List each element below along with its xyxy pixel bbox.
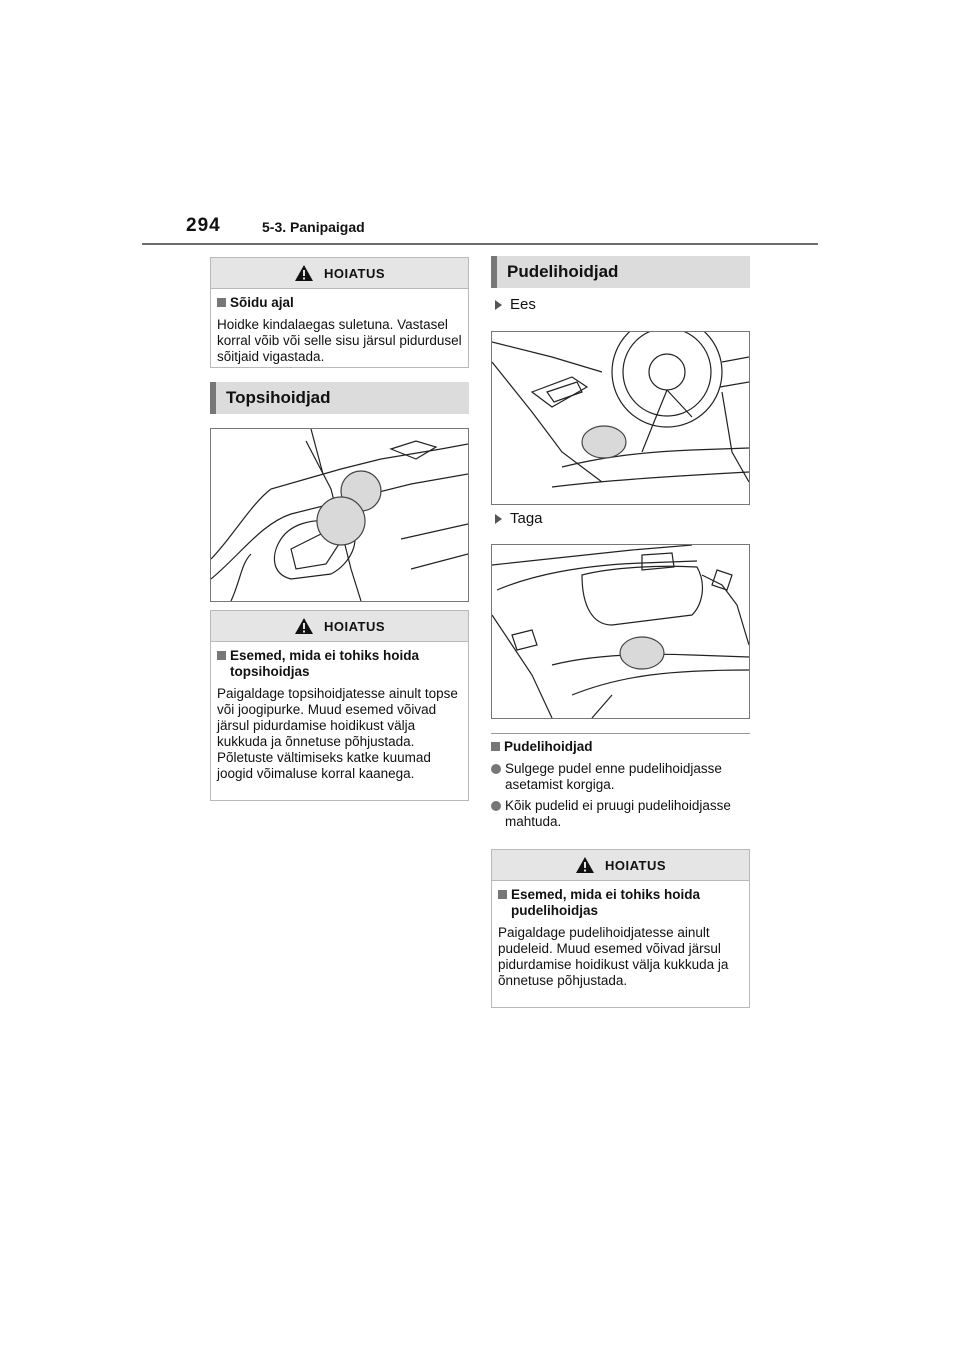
page-number: 294 xyxy=(186,215,221,236)
front-label xyxy=(495,296,536,313)
warning-triangle-icon xyxy=(575,856,595,874)
warning-triangle-icon xyxy=(294,617,314,635)
section-title: Pudelihoidjad xyxy=(507,262,619,281)
warning-title: HOIATUS xyxy=(604,857,667,873)
arrow-right-icon xyxy=(495,300,502,310)
arrow-right-icon xyxy=(495,514,502,524)
rear-label xyxy=(495,510,543,527)
warning-box-glovebox xyxy=(210,257,469,368)
notes-subheading: Pudelihoidjad xyxy=(504,739,593,754)
warning-header xyxy=(211,258,468,289)
bullet-text: Kõik pudelid ei pruugi pudelihoidjasse mahtuda. xyxy=(505,798,731,829)
section-heading-bottle-holders xyxy=(491,256,750,288)
divider xyxy=(491,733,750,734)
list-item xyxy=(491,798,750,830)
warning-text: Paigaldage pudelihoidjatesse ainult pudeleid. Muud esemed võivad järsul pidurdamise hoidikust välja kukkuda ja õnnetuse põhjustada. xyxy=(498,925,729,988)
square-bullet-icon xyxy=(491,742,500,751)
circle-bullet-icon xyxy=(491,764,501,774)
front-bottle-holder-illustration xyxy=(491,331,750,505)
warning-triangle-icon xyxy=(294,264,314,282)
warning-text: Hoidke kindalaegas suletuna. Vastasel korral võib või selle sisu järsul pidurdusel sõitjaid vigastada. xyxy=(217,317,462,364)
square-bullet-icon xyxy=(498,890,507,899)
warning-subheading: Esemed, mida ei tohiks hoida pudelihoidjas xyxy=(511,887,701,918)
header-rule xyxy=(142,243,818,245)
list-item xyxy=(491,761,750,793)
section-title: Topsihoidjad xyxy=(226,388,331,407)
bottle-holder-notes xyxy=(491,739,750,830)
warning-subheading: Esemed, mida ei tohiks hoida topsihoidjas xyxy=(230,648,420,679)
square-bullet-icon xyxy=(217,651,226,660)
warning-title: HOIATUS xyxy=(323,265,386,281)
warning-header xyxy=(211,611,468,642)
warning-box-cup-holder xyxy=(210,610,469,801)
warning-box-bottle-holder xyxy=(491,849,750,1008)
circle-bullet-icon xyxy=(491,801,501,811)
warning-subheading: Sõidu ajal xyxy=(230,295,294,310)
chapter-title: 5-3. Panipaigad xyxy=(262,219,365,235)
square-bullet-icon xyxy=(217,298,226,307)
warning-title: HOIATUS xyxy=(323,618,386,634)
rear-label-text: Taga xyxy=(510,510,543,527)
rear-bottle-holder-illustration xyxy=(491,544,750,719)
section-heading-cup-holders xyxy=(210,382,469,414)
warning-text: Paigaldage topsihoidjatesse ainult topse või joogipurke. Muud esemed võivad järsul pidurdamise hoidikust välja kukkuda ja õnnetuse põhjustada. Põletuste vältimiseks katke kuumad joogid võimaluse korral kaanega. xyxy=(217,686,458,781)
bullet-text: Sulgege pudel enne pudelihoidjasse asetamist korgiga. xyxy=(505,761,722,792)
front-label-text: Ees xyxy=(510,296,536,313)
warning-header xyxy=(492,850,749,881)
cup-holder-illustration xyxy=(210,428,469,602)
